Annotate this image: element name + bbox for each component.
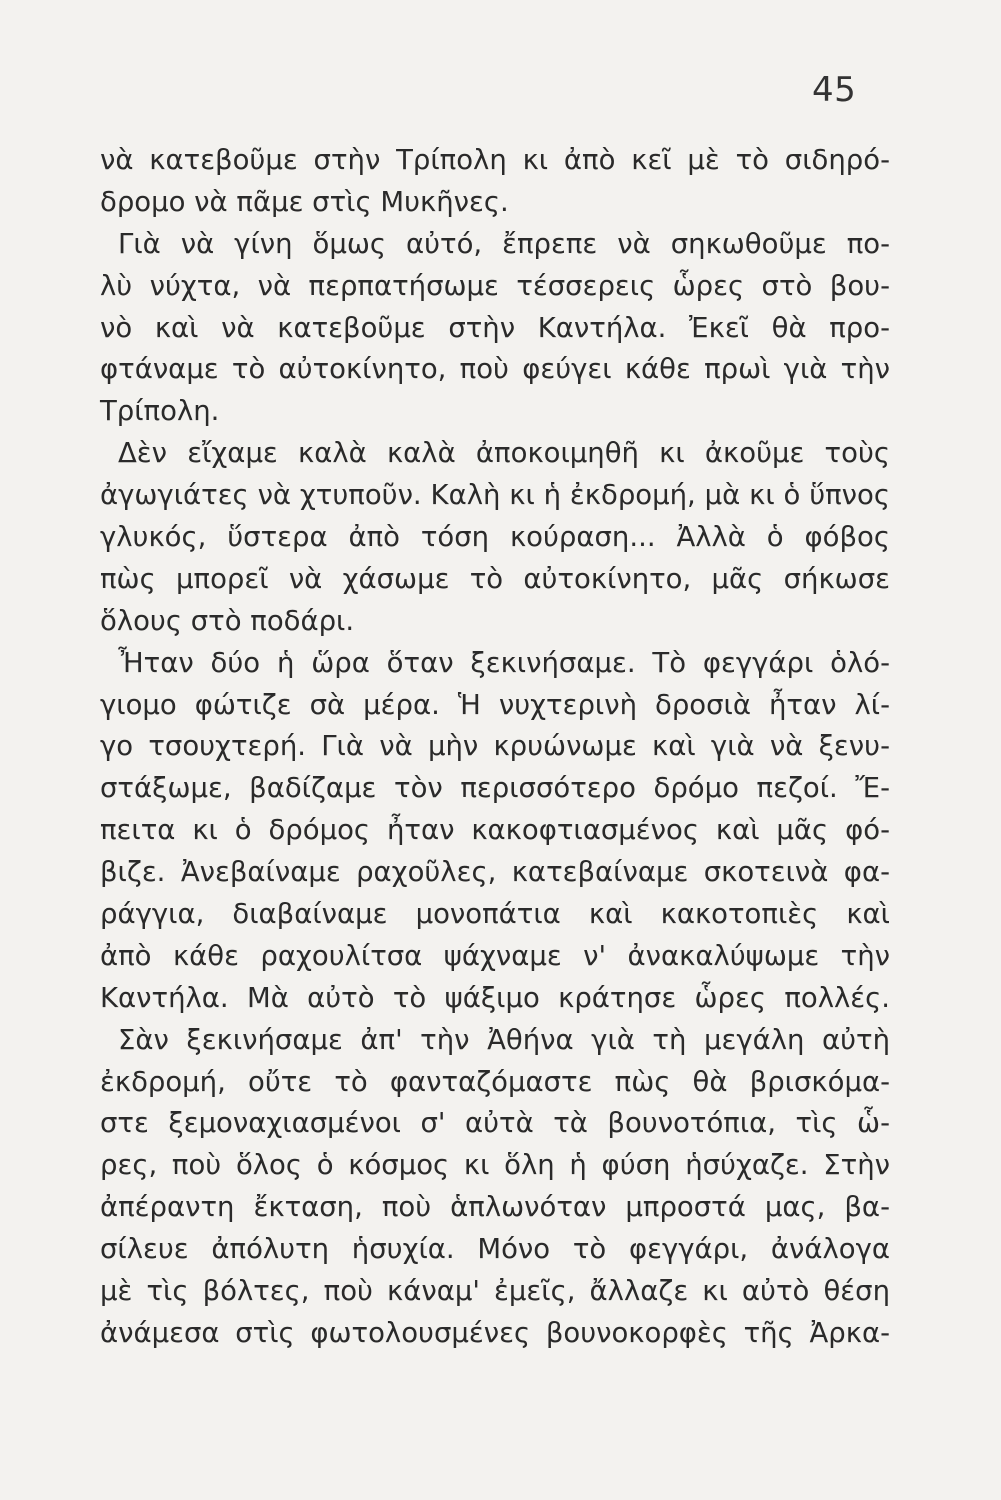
text-line: πειτα κι ὁ δρόμος ἦταν κακοφτιασμένος καὶ μᾶς φό- xyxy=(100,814,890,847)
text-line: νὰ κατεβοῦμε στὴν Τρίπολη κι ἀπὸ κεῖ μὲ τὸ σιδηρό- xyxy=(100,144,890,176)
text-line: Ἦταν δύο ἡ ὥρα ὅταν ξεκινήσαμε. Τὸ φεγγάρι ὁλό- xyxy=(118,646,890,679)
text-line: ρες, ποὺ ὅλος ὁ κόσμος κι ὅλη ἡ φύση ἡσύχαζε. Στὴν xyxy=(100,1149,890,1182)
text-line: λὺ νύχτα, νὰ περπατήσωμε τέσσερεις ὧρες στὸ βου- xyxy=(100,269,890,302)
text-line: βιζε. Ἀνεβαίναμε ραχοῦλες, κατεβαίναμε σκοτεινὰ φα- xyxy=(100,856,890,889)
text-line: νὸ καὶ νὰ κατεβοῦμε στὴν Καντήλα. Ἐκεῖ θὰ προ- xyxy=(100,311,890,344)
body-text xyxy=(100,140,890,1355)
text-line: Σὰν ξεκινήσαμε ἀπ' τὴν Ἀθήνα γιὰ τὴ μεγάλη αὐτὴ xyxy=(118,1023,890,1056)
text-line: Καντήλα. Μὰ αὐτὸ τὸ ψάξιμο κράτησε ὧρες πολλές. xyxy=(100,981,890,1014)
text-line: μὲ τὶς βόλτες, ποὺ κάναμ' ἐμεῖς, ἄλλαζε κι αὐτὸ θέση xyxy=(100,1275,890,1308)
text-line: γο τσουχτερή. Γιὰ νὰ μὴν κρυώνωμε καὶ γιὰ νὰ ξενυ- xyxy=(100,730,890,763)
text-line: στάξωμε, βαδίζαμε τὸν περισσότερο δρόμο πεζοί. Ἔ- xyxy=(100,772,890,805)
text-line: γλυκός, ὕστερα ἀπὸ τόση κούραση... Ἀλλὰ ὁ φόβος xyxy=(100,521,890,554)
text-line: Γιὰ νὰ γίνη ὅμως αὐτό, ἔπρεπε νὰ σηκωθοῦμε πο- xyxy=(118,227,890,260)
text-line: ράγγια, διαβαίναμε μονοπάτια καὶ κακοτοπιὲς καὶ xyxy=(100,898,890,931)
page-number: 45 xyxy=(812,70,857,110)
text-line: Τρίπολη. xyxy=(100,395,220,428)
text-line: πὼς μπορεῖ νὰ χάσωμε τὸ αὐτοκίνητο, μᾶς σήκωσε xyxy=(100,562,890,595)
text-line: ἀπέραντη ἔκταση, ποὺ ἁπλωνόταν μπροστά μας, βα- xyxy=(100,1191,890,1224)
text-line: ἀγωγιάτες νὰ χτυποῦν. Καλὴ κι ἡ ἐκδρομή, μὰ κι ὁ ὕπνος xyxy=(100,479,890,512)
text-line: φτάναμε τὸ αὐτοκίνητο, ποὺ φεύγει κάθε πρωὶ γιὰ τὴν xyxy=(100,353,890,386)
text-line: ἀπὸ κάθε ραχουλίτσα ψάχναμε ν' ἀνακαλύψωμε τὴν xyxy=(100,939,890,972)
text-line: ἀνάμεσα στὶς φωτολουσμένες βουνοκορφὲς τῆς Ἀρκα- xyxy=(100,1316,890,1349)
text-line: σίλευε ἀπόλυτη ἡσυχία. Μόνο τὸ φεγγάρι, ἀνάλογα xyxy=(100,1233,890,1266)
text-line: Δὲν εἴχαμε καλὰ καλὰ ἀποκοιμηθῆ κι ἀκοῦμε τοὺς xyxy=(118,437,890,470)
text-line: ὅλους στὸ ποδάρι. xyxy=(100,604,355,637)
text-line: δρομο νὰ πᾶμε στὶς Μυκῆνες. xyxy=(100,185,509,218)
text-line: ἐκδρομή, οὔτε τὸ φανταζόμαστε πὼς θὰ βρισκόμα- xyxy=(100,1065,890,1098)
text-line: στε ξεμοναχιασμένοι σ' αὐτὰ τὰ βουνοτόπια, τὶς ὧ- xyxy=(100,1107,890,1140)
text-line: γιομο φώτιζε σὰ μέρα. Ἡ νυχτερινὴ δροσιὰ ἦταν λί- xyxy=(100,688,890,721)
